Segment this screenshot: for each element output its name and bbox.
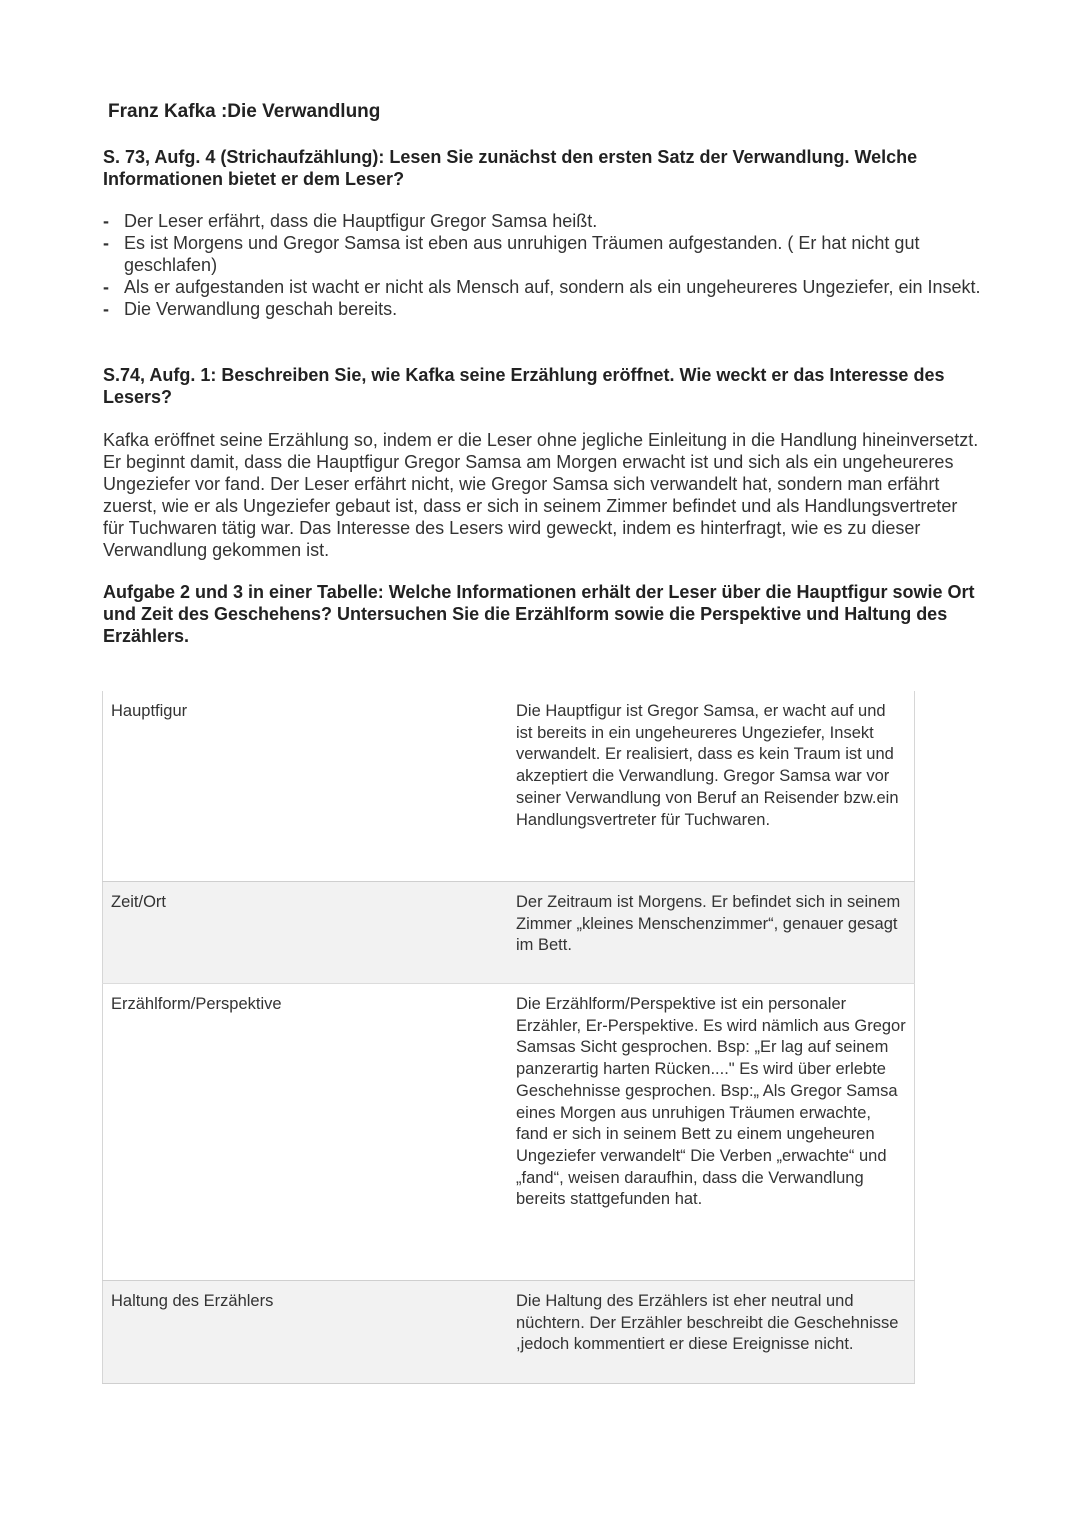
table-row [103,882,915,984]
table-cell-label [103,691,509,882]
row-label-haltung: Haltung des Erzählers [111,1292,274,1310]
answer-2-paragraph: Kafka eröffnet seine Erzählung so, indem er die Leser ohne jegliche Einleitung in die Handlung hineinversetzt. Er beginnt damit, dass die Hauptfigur Gregor Samsa am Morgen erwacht ist und sich als ein ungeheureres Ungeziefer vor fand. Der Leser erfährt nicht, wie Gregor Samsa sich verwandelt hat, sondern man erfährt zuerst, wie er als Ungeziefer gebaut ist, dass er sich in seinem Zimmer befindet und als Handlungsvertreter für Tuchwaren tätig war. Das Interesse des Lesers wird geweckt, indem es hinterfragt, wie es zu dieser Verwandlung gekommen ist. [103,430,979,560]
table-row [103,691,915,882]
row-text-zeit-ort: Der Zeitraum ist Morgens. Er befindet sich in seinem Zimmer „kleines Menschenzimmer“, genauer gesagt im Bett. [516,893,901,955]
row-text-haltung: Die Haltung des Erzählers ist eher neutral und nüchtern. Der Erzähler beschreibt die Geschehnisse ,jedoch kommentiert er diese Ereignisse nicht. [516,1292,899,1354]
table-row [103,1281,915,1384]
document-title: Franz Kafka :Die Verwandlung [108,101,381,122]
row-text-hauptfigur: Die Hauptfigur ist Gregor Samsa, er wacht auf und ist bereits in ein ungeheureres Ungeziefer, Insekt verwandelt. Er realisiert, dass es kein Traum ist und akzeptiert die Verwandlung. Gregor Samsa war vor seiner Verwandlung von Beruf an Reisender bzw.ein Handlungsvertreter für Tuchwaren. [516,702,899,829]
row-label-zeit-ort: Zeit/Ort [111,893,167,911]
list-item-text: Die Verwandlung geschah bereits. [124,299,398,319]
bullet-marker: - [103,233,109,253]
bullet-marker: - [103,277,109,297]
list-item-text: Es ist Morgens und Gregor Samsa ist eben aus unruhigen Träumen aufgestanden. ( Er hat nicht gut geschlafen) [124,233,920,275]
list-item [103,232,983,276]
bullet-marker: - [103,299,109,319]
list-item [103,276,983,298]
list-item [103,210,983,232]
list-item-text: Als er aufgestanden ist wacht er nicht als Mensch auf, sondern als ein ungeheureres Ungeziefer, ein Insekt. [124,277,981,297]
row-label-hauptfigur: Hauptfigur [111,702,188,720]
table-row [103,984,915,1281]
list-item-text: Der Leser erfährt, dass die Hauptfigur Gregor Samsa heißt. [124,211,598,231]
question-3: Aufgabe 2 und 3 in einer Tabelle: Welche Informationen erhält der Leser über die Hauptfigur sowie Ort und Zeit des Geschehens? Untersuchen Sie die Erzählform sowie die Perspektive und Haltung des Erzählers. [103,582,975,646]
analysis-table [102,691,915,1384]
answer-1-list [103,210,983,320]
table-cell-text [508,691,915,882]
bullet-marker: - [103,211,109,231]
table-cell-label [103,984,509,1281]
table-cell-text [508,1281,915,1384]
list-item [103,298,983,320]
question-2: S.74, Aufg. 1: Beschreiben Sie, wie Kafka seine Erzählung eröffnet. Wie weckt er das Interesse des Lesers? [103,365,945,407]
table-cell-label [103,1281,509,1384]
table-cell-text [508,984,915,1281]
row-text-erzaehlform: Die Erzählform/Perspektive ist ein personaler Erzähler, Er-Perspektive. Es wird nämlich aus Gregor Samsas Sicht gesprochen. Bsp: „Er lag auf seinem panzerartig harten Rücken...." Es wird über erlebte Geschehnisse gesprochen. Bsp:„ Als Gregor Samsa eines Morgen aus unruhigen Träumen erwachte, fand er sich in seinem Bett zu einem ungeheuren Ungeziefer verwandelt“ Die Verben „erwachte“ und „fand“, weisen daraufhin, dass die Verwandlung bereits stattgefunden hat. [516,995,906,1209]
table-cell-text [508,882,915,984]
question-1: S. 73, Aufg. 4 (Strichaufzählung): Lesen Sie zunächst den ersten Satz der Verwandlung. Welche Informationen bietet er dem Leser? [103,147,918,189]
row-label-erzaehlform: Erzählform/Perspektive [111,995,282,1013]
table-cell-label [103,882,509,984]
